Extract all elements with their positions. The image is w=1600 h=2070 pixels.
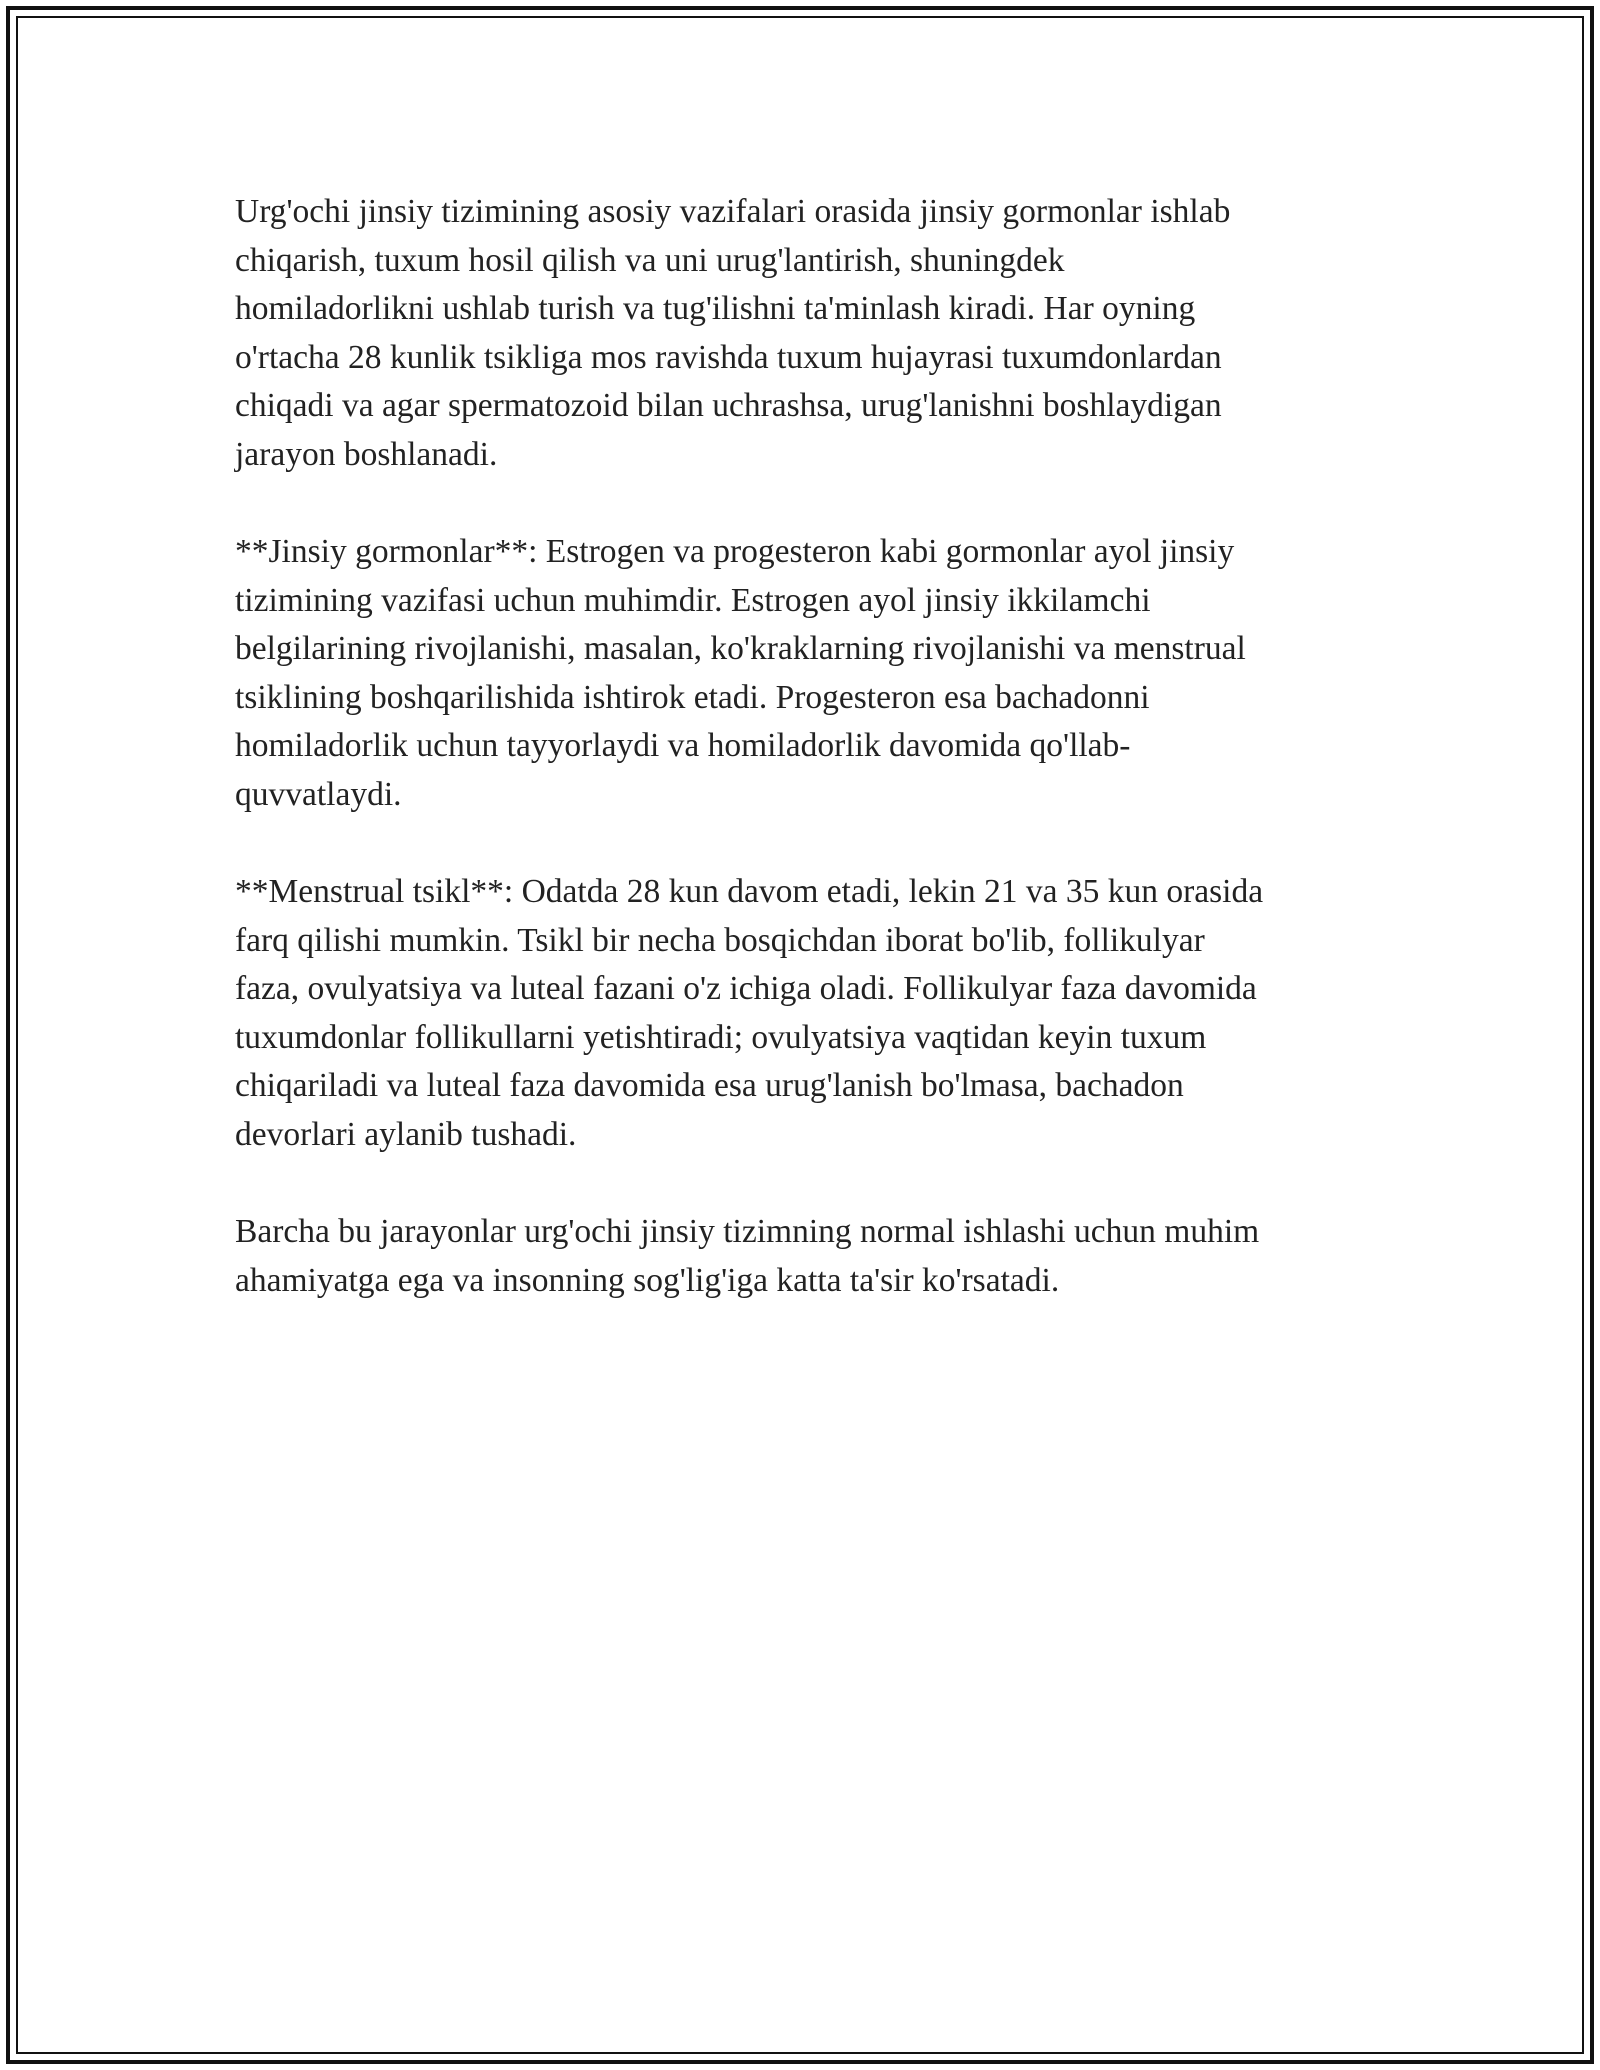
text-line: chiqarish, tuxum hosil qilish va uni urug'lantirish, shuningdek: [235, 241, 1065, 279]
text-line: Barcha bu jarayonlar urg'ochi jinsiy tizimning normal ishlashi uchun muhim: [235, 1213, 1260, 1250]
paragraph-conclusion: [235, 1208, 1375, 1305]
paragraph-intro: [235, 188, 1375, 479]
text-line: homiladorlikni ushlab turish va tug'ilishni ta'minlash kiradi. Har oyning: [235, 290, 1196, 327]
text-line: chiqariladi va luteal faza davomida esa urug'lanish bo'lmasa, bachadon: [235, 1067, 1184, 1104]
text-line: quvvatlaydi.: [235, 775, 402, 813]
text-line: Urg'ochi jinsiy tizimining asosiy vazifalari orasida jinsiy gormonlar ishlab: [235, 193, 1231, 230]
text-line: devorlari aylanib tushadi.: [235, 1115, 577, 1153]
paragraph-hormones: [235, 528, 1375, 819]
document-body: [235, 188, 1375, 1354]
text-line: tuxumdonlar follikullarni yetishtiradi; ovulyatsiya vaqtidan keyin tuxum: [235, 1018, 1207, 1056]
text-line: tsiklining boshqarilishida ishtirok etadi. Progesteron esa bachadonni: [235, 678, 1150, 716]
text-line: jarayon boshlanadi.: [235, 435, 498, 473]
text-line: o'rtacha 28 kunlik tsikliga mos ravishda tuxum hujayrasi tuxumdonlardan: [235, 338, 1222, 376]
text-line: homiladorlik uchun tayyorlaydi va homiladorlik davomida qo'llab-: [235, 727, 1131, 764]
paragraph-menstrual-cycle: [235, 868, 1375, 1159]
text-line: tizimining vazifasi uchun muhimdir. Estrogen ayol jinsiy ikkilamchi: [235, 581, 1151, 619]
text-line: **Menstrual tsikl**: Odatda 28 kun davom etadi, lekin 21 va 35 kun orasida: [235, 873, 1264, 910]
text-line: **Jinsiy gormonlar**: Estrogen va progesteron kabi gormonlar ayol jinsiy: [235, 533, 1235, 570]
text-line: farq qilishi mumkin. Tsikl bir necha bosqichdan iborat bo'lib, follikulyar: [235, 921, 1205, 959]
text-line: faza, ovulyatsiya va luteal fazani o'z ichiga oladi. Follikulyar faza davomida: [235, 970, 1257, 1007]
text-line: ahamiyatga ega va insonning sog'lig'iga katta ta'sir ko'rsatadi.: [235, 1261, 1060, 1299]
text-line: chiqadi va agar spermatozoid bilan uchrashsa, urug'lanishni boshlaydigan: [235, 387, 1222, 424]
text-line: belgilarining rivojlanishi, masalan, ko'kraklarning rivojlanishi va menstrual: [235, 630, 1246, 667]
